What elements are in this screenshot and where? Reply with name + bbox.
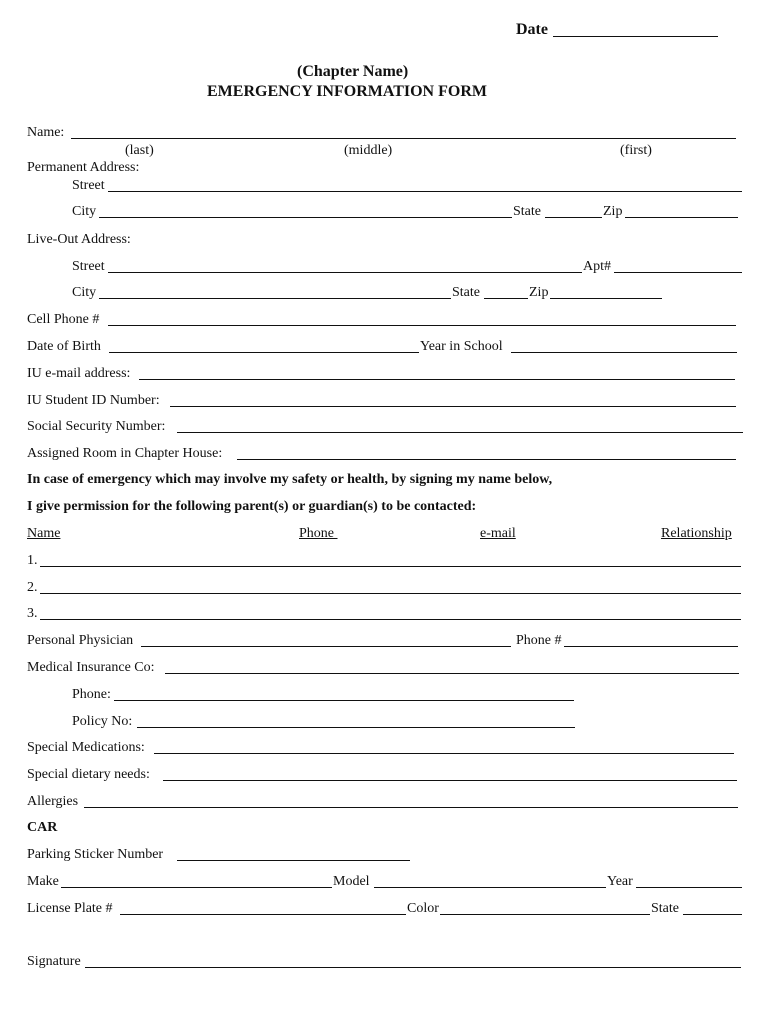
live-out-street-label: Street	[72, 259, 105, 274]
live-out-city-field[interactable]	[99, 298, 451, 299]
make-label: Make	[27, 874, 59, 889]
live-out-apt-label: Apt#	[583, 259, 611, 274]
name-sublabel-first: (first)	[620, 143, 652, 158]
contact-row-number: 1.	[27, 553, 38, 568]
live-out-street-field[interactable]	[108, 272, 582, 273]
color-label: Color	[407, 901, 439, 916]
live-out-zip-field[interactable]	[550, 298, 662, 299]
emergency-statement-1: In case of emergency which may involve my safety or health, by signing my name below,	[27, 472, 553, 487]
live-out-zip-label: Zip	[529, 285, 549, 300]
live-out-state-label: State	[452, 285, 480, 300]
dietary-label: Special dietary needs:	[27, 767, 150, 782]
name-sublabel-last: (last)	[125, 143, 154, 158]
live-out-address-label: Live-Out Address:	[27, 232, 131, 247]
year-field[interactable]	[636, 887, 742, 888]
insurance-phone-field[interactable]	[114, 700, 574, 701]
car-heading: CAR	[27, 820, 58, 835]
signature-field[interactable]	[85, 967, 741, 968]
physician-label: Personal Physician	[27, 633, 134, 648]
policy-label: Policy No:	[72, 714, 133, 729]
insurance-field[interactable]	[165, 673, 739, 674]
permanent-zip-label: Zip	[603, 204, 623, 219]
physician-phone-label: Phone #	[516, 633, 562, 648]
contact-row-1-field[interactable]	[40, 566, 741, 567]
physician-field[interactable]	[141, 646, 511, 647]
name-label: Name:	[27, 125, 65, 140]
allergies-field[interactable]	[84, 807, 738, 808]
name-sublabel-middle: (middle)	[344, 143, 393, 158]
permanent-state-label: State	[513, 204, 541, 219]
room-label: Assigned Room in Chapter House:	[27, 446, 223, 461]
contact-row-3-field[interactable]	[40, 619, 741, 620]
ssn-label: Social Security Number:	[27, 419, 166, 434]
insurance-label: Medical Insurance Co:	[27, 660, 155, 675]
make-field[interactable]	[61, 887, 332, 888]
student-id-label: IU Student ID Number:	[27, 393, 160, 408]
permanent-zip-field[interactable]	[625, 217, 738, 218]
ssn-field[interactable]	[177, 432, 743, 433]
medications-label: Special Medications:	[27, 740, 145, 755]
contact-row-number: 2.	[27, 580, 38, 595]
parking-sticker-label: Parking Sticker Number	[27, 847, 164, 862]
allergies-label: Allergies	[27, 794, 79, 809]
car-state-label: State	[651, 901, 679, 916]
email-field[interactable]	[139, 379, 735, 380]
col-header-relationship: Relationship	[661, 526, 732, 541]
student-id-field[interactable]	[170, 406, 736, 407]
physician-phone-field[interactable]	[564, 646, 738, 647]
name-field[interactable]	[71, 138, 736, 139]
year-in-school-field[interactable]	[511, 352, 737, 353]
year-label: Year	[607, 874, 633, 889]
live-out-state-field[interactable]	[484, 298, 528, 299]
insurance-phone-label: Phone:	[72, 687, 111, 702]
permanent-city-field[interactable]	[99, 217, 512, 218]
dietary-field[interactable]	[163, 780, 737, 781]
room-field[interactable]	[237, 459, 736, 460]
car-state-field[interactable]	[683, 914, 742, 915]
parking-sticker-field[interactable]	[177, 860, 410, 861]
permanent-state-field[interactable]	[545, 217, 602, 218]
emergency-statement-2: I give permission for the following parent(s) or guardian(s) to be contacted:	[27, 499, 477, 514]
live-out-city-label: City	[72, 285, 97, 300]
signature-label: Signature	[27, 954, 81, 969]
medications-field[interactable]	[154, 753, 734, 754]
dob-field[interactable]	[109, 352, 419, 353]
form-title: EMERGENCY INFORMATION FORM	[207, 83, 487, 100]
model-label: Model	[333, 874, 370, 889]
contact-row-number: 3.	[27, 606, 38, 621]
col-header-email: e-mail	[480, 526, 516, 541]
email-label: IU e-mail address:	[27, 366, 131, 381]
cell-phone-field[interactable]	[108, 325, 736, 326]
permanent-street-label: Street	[72, 178, 105, 193]
cell-phone-label: Cell Phone #	[27, 312, 100, 327]
dob-label: Date of Birth	[27, 339, 101, 354]
model-field[interactable]	[374, 887, 606, 888]
permanent-city-label: City	[72, 204, 97, 219]
live-out-apt-field[interactable]	[614, 272, 742, 273]
license-plate-field[interactable]	[120, 914, 406, 915]
date-label: Date	[516, 21, 548, 38]
chapter-name: (Chapter Name)	[297, 63, 409, 80]
policy-field[interactable]	[137, 727, 575, 728]
col-header-name: Name	[27, 526, 61, 541]
date-field[interactable]	[553, 36, 718, 37]
year-in-school-label: Year in School	[420, 339, 503, 354]
color-field[interactable]	[440, 914, 650, 915]
license-plate-label: License Plate #	[27, 901, 113, 916]
permanent-address-label: Permanent Address:	[27, 160, 140, 175]
permanent-street-field[interactable]	[108, 191, 742, 192]
contact-row-2-field[interactable]	[40, 593, 741, 594]
col-header-phone: Phone	[299, 526, 338, 541]
